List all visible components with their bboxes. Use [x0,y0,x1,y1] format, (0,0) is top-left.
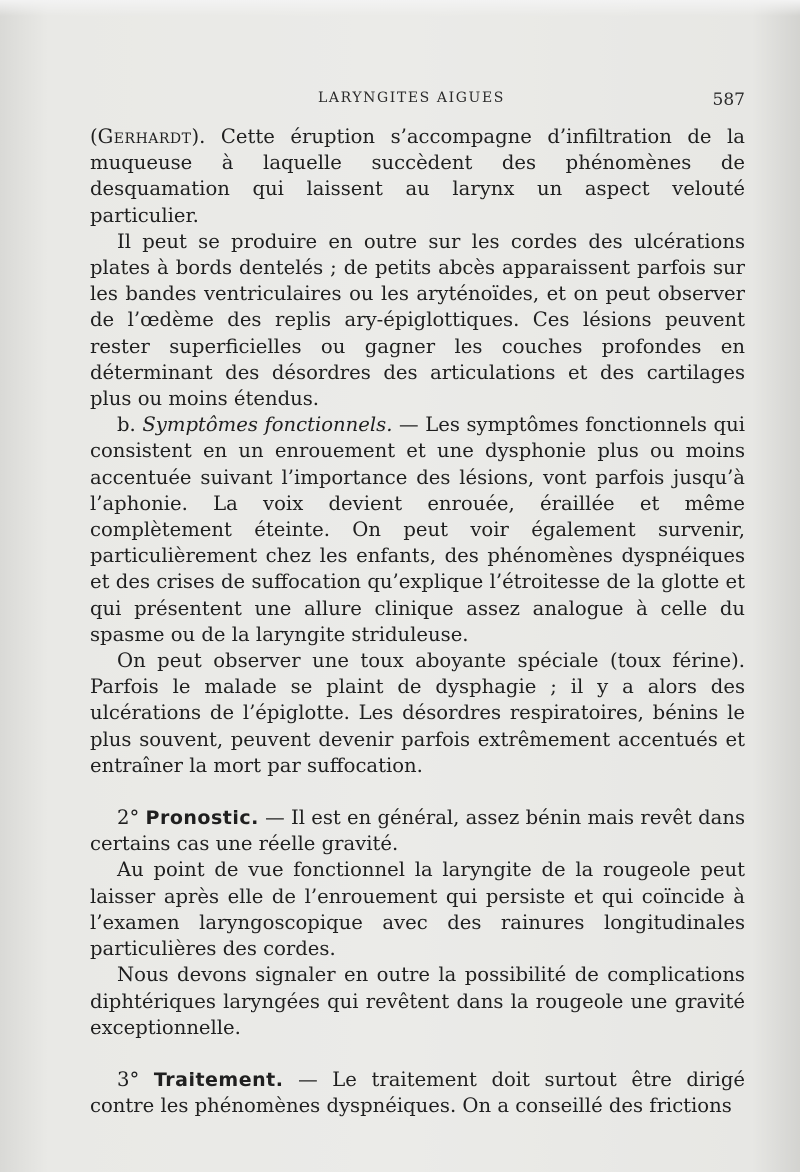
section-heading: Traitement. [153,1068,284,1091]
paragraph-eruption: (Gerhardt). Cette éruption s’accompagne d’infiltration de la muqueuse à laquelle succèdent des phénomènes de desquamation qui laissent au larynx un aspect velouté particulier. [90,125,745,227]
paragraph-text: ). Cette éruption s’accompagne d’infiltration de la muqueuse à laquelle succèdent des phénomènes de desquamation qui laissent au larynx un aspect velouté particulier. [90,125,745,227]
paragraph-symptomes [90,412,745,648]
subsection-label: b. [117,413,136,437]
paragraph-ulcerations [90,229,745,412]
paragraph-text: — Il est en général, assez bénin mais revêt dans certains cas une réelle gravité. [90,806,745,856]
paragraph-toux [90,648,745,779]
page-header [90,90,745,112]
section-heading: Pronostic. [145,807,259,830]
paragraph-complications [90,962,745,1041]
paragraph-text: On peut observer une toux aboyante spéciale (toux férine). Parfois le malade se plaint de dysphagie ; il y a alors des ulcérations de l’épiglotte. Les désordres respiratoires, bénins le plus souvent, peuvent devenir parfois extrêmement accentués et entraîner la mort par suffocation. [90,649,745,777]
paragraph-text: — Le traitement doit surtout être dirigé contre les phénomènes dyspnéiques. On a conseillé des frictions [90,1067,746,1118]
page-number: 587 [712,90,745,110]
paragraph-text: Il peut se produire en outre sur les cordes des ulcérations plates à bords dentelés ; de petits abcès apparaissent parfois sur les bandes ventriculaires ou les aryténoïdes, et on peut observer de l’œdème des replis ary-épiglottiques. Ces lésions peuvent rester superficielles ou gagner les couches profondes en déterminant des désordres des articulations et des cartilages plus ou moins étendus. [90,229,745,411]
subsection-title: Symptômes fonctionnels. [142,413,393,437]
section-pronostic [90,805,745,857]
section-number: 2° [117,806,140,830]
paragraph-text: — Les symptômes fonctionnels qui consistent en un enrouement et une dysphonie plus ou moins accentuée suivant l’importance des lésions, vont parfois jusqu’à l’aphonie. La voix devient enrouée, éraillée et même complètement éteinte. On peut voir également survenir, particulièrement chez les enfants, des phénomènes dyspnéiques et des crises de suffocation qu’explique l’étroitesse de la glotte et qui présentent une allure clinique assez analogue à celle du spasme ou de la laryngite striduleuse. [90,413,745,646]
paragraph-text: Nous devons signaler en outre la possibilité de complications diphtériques laryngées qui revêtent dans la rougeole une gravité exceptionnelle. [90,963,745,1039]
paragraph-fonctionnel [90,857,745,962]
page-edge [0,0,800,16]
paragraph-text: Au point de vue fonctionnel la laryngite de la rougeole peut laisser après elle de l’enrouement qui persiste et qui coïncide à l’examen laryngoscopique avec des rainures longitudinales particulières des cordes. [90,858,745,961]
section-number: 3° [117,1067,140,1091]
body-text [90,124,745,1119]
author-citation: Gerhardt [97,125,192,148]
running-title: LARYNGITES AIGUES [318,90,505,106]
section-traitement [90,1067,745,1119]
